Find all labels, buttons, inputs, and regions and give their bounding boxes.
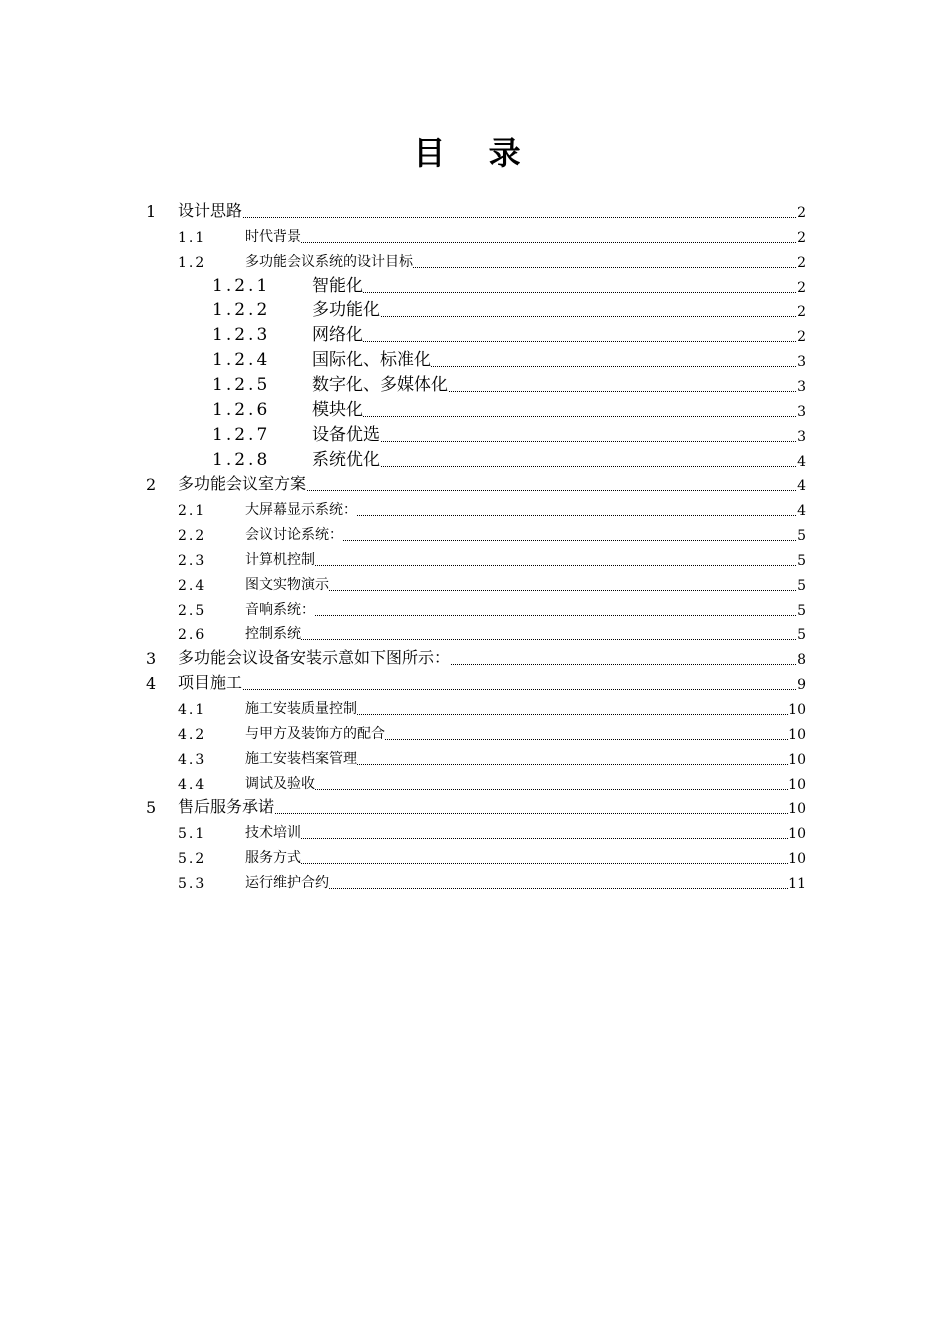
toc-entry-title: 施工安装档案管理: [245, 748, 357, 768]
toc-dot-leader: [312, 292, 806, 293]
toc-entry-number: 2.5: [178, 602, 207, 619]
toc-entry-number: 4.2: [178, 726, 207, 743]
toc-entry-title: 多功能化: [312, 295, 380, 320]
toc-entry-number: 1: [146, 202, 157, 221]
toc-dot-leader: [245, 863, 806, 864]
toc-entry-title: 计算机控制: [245, 549, 315, 569]
toc-entry-title: 调试及验收: [245, 773, 315, 793]
toc-entry[interactable]: [0, 571, 806, 596]
toc-entry-title: 设计思路: [178, 198, 242, 221]
toc-entry-title: 与甲方及装饰方的配合: [245, 723, 385, 743]
toc-entry-title: 数字化、多媒体化: [312, 370, 448, 395]
toc-page-number: 8: [797, 652, 806, 669]
toc-entry[interactable]: [0, 720, 806, 745]
toc-entry-number: 1.2.1: [212, 275, 271, 296]
toc-dot-leader: [245, 888, 806, 889]
toc-dot-leader: [312, 466, 806, 467]
toc-entry-number: 2.2: [178, 528, 207, 545]
toc-entry[interactable]: [0, 819, 806, 844]
toc-entry-title: 施工安装质量控制: [245, 698, 357, 718]
toc-page-number: 9: [797, 677, 806, 694]
toc-page-number: 2: [797, 205, 806, 221]
toc-page-number: 5: [797, 602, 806, 619]
toc-entry[interactable]: [0, 670, 806, 695]
toc-entry[interactable]: [0, 745, 806, 770]
toc-entry-title: 大屏幕显示系统：: [245, 499, 357, 519]
toc-dot-leader: [245, 565, 806, 566]
toc-dot-leader: [245, 242, 806, 243]
toc-dot-leader: [312, 316, 806, 317]
toc-dot-leader: [245, 615, 806, 616]
toc-page-number: 10: [788, 726, 806, 743]
toc-page-number: 4: [797, 453, 806, 470]
toc-entry-number: 1.2.3: [212, 325, 271, 346]
toc-entry-number: 1.2.7: [212, 424, 271, 445]
toc-page-number: 10: [788, 751, 806, 768]
toc-page-number: 10: [788, 851, 806, 868]
toc-entry[interactable]: [0, 447, 806, 472]
toc-dot-leader: [178, 217, 806, 218]
toc-page-number: 2: [797, 279, 806, 296]
toc-entry-number: 2.1: [178, 503, 207, 520]
toc-page-number: 4: [797, 478, 806, 495]
toc-entry[interactable]: [0, 372, 806, 397]
toc-entry-title: 音响系统：: [245, 599, 315, 619]
toc-entry[interactable]: [0, 794, 806, 819]
toc-entry-number: 5.2: [178, 851, 207, 868]
toc-entry-title: 多功能会议系统的设计目标: [245, 251, 413, 271]
toc-entry[interactable]: [0, 297, 806, 322]
toc-entry[interactable]: [0, 273, 806, 298]
toc-page-number: 10: [788, 801, 806, 818]
toc-entry[interactable]: [0, 645, 806, 670]
toc-entry[interactable]: [0, 397, 806, 422]
toc-entry-title: 智能化: [312, 271, 363, 296]
toc-entry-number: 1.2.4: [212, 350, 271, 371]
toc-entry[interactable]: [0, 596, 806, 621]
toc-entry-number: 4: [146, 674, 157, 694]
toc-page-number: 2: [797, 304, 806, 321]
toc-entry-number: 5.3: [178, 875, 207, 892]
toc-entry-number: 4.3: [178, 751, 207, 768]
toc-entry-number: 1.2.2: [212, 300, 271, 321]
toc-page-number: 2: [797, 254, 806, 271]
toc-page-number: 4: [797, 503, 806, 520]
toc-entry-title: 图文实物演示: [245, 574, 329, 594]
toc-page-number: 3: [797, 428, 806, 445]
toc-page-number: 10: [788, 702, 806, 718]
toc-page-number: 2: [797, 329, 806, 346]
toc-entry[interactable]: [0, 322, 806, 347]
toc-entry-title: 会议讨论系统：: [245, 524, 343, 544]
toc-entry[interactable]: [0, 869, 806, 894]
toc-entry-number: 1.1: [178, 229, 207, 246]
toc-entry-title: 服务方式: [245, 847, 301, 867]
toc-entry-number: 2.4: [178, 577, 207, 594]
toc-page-number: 10: [788, 826, 806, 843]
toc-page-number: 5: [797, 528, 806, 545]
toc-entry-number: 2.3: [178, 552, 207, 569]
toc-entry-title: 系统优化: [312, 445, 380, 470]
toc-page-number: 2: [797, 229, 806, 246]
toc-page-number: 3: [797, 354, 806, 371]
toc-entry[interactable]: [0, 198, 806, 223]
toc-page-number: 10: [788, 776, 806, 793]
page-title: 目 录: [413, 134, 537, 172]
toc-entry-title: 时代背景: [245, 226, 301, 246]
toc-entry-number: 4.1: [178, 702, 207, 718]
toc-entry-title: 控制系统: [245, 623, 301, 643]
toc-entry-number: 2: [146, 475, 157, 495]
toc-entry-title: 技术培训: [245, 822, 301, 842]
toc-entry-number: 1.2.5: [212, 374, 271, 395]
toc-dot-leader: [245, 590, 806, 591]
toc-dot-leader: [178, 689, 806, 690]
toc-entry[interactable]: [0, 521, 806, 546]
toc-entry-title: 运行维护合约: [245, 872, 329, 892]
toc-entry[interactable]: [0, 347, 806, 372]
toc-entry[interactable]: [0, 422, 806, 447]
toc-dot-leader: [245, 838, 806, 839]
toc-entry-number: 1.2.8: [212, 449, 271, 470]
toc-entry-number: 2.6: [178, 627, 207, 644]
toc-entry-number: 3: [146, 649, 157, 669]
toc-entry[interactable]: [0, 695, 806, 720]
toc-page-number: 3: [797, 403, 806, 420]
toc-entry[interactable]: [0, 223, 806, 248]
toc-dot-leader: [245, 639, 806, 640]
toc-page-number: 11: [788, 875, 806, 892]
toc-entry[interactable]: [0, 496, 806, 521]
toc-entry-title: 多功能会议室方案: [178, 471, 306, 494]
toc-entry-number: 1.2.6: [212, 399, 271, 420]
toc-page-number: 5: [797, 577, 806, 594]
toc-entry-title: 模块化: [312, 395, 363, 420]
toc-dot-leader: [312, 341, 806, 342]
toc-entry-title: 多功能会议设备安装示意如下图所示：: [178, 645, 450, 668]
toc-dot-leader: [312, 441, 806, 442]
toc-entry-number: 5: [146, 798, 157, 818]
toc-entry-number: 1.2: [178, 254, 207, 271]
toc-entry-title: 项目施工: [178, 670, 242, 693]
toc-entry[interactable]: [0, 770, 806, 795]
toc-entry[interactable]: [0, 471, 806, 496]
toc-dot-leader: [245, 789, 806, 790]
toc-entry-title: 网络化: [312, 320, 363, 345]
toc-dot-leader: [312, 416, 806, 417]
toc-entry-number: 4.4: [178, 776, 207, 793]
toc-entry[interactable]: [0, 546, 806, 571]
toc-entry[interactable]: [0, 620, 806, 645]
toc-entry[interactable]: [0, 844, 806, 869]
toc-page-number: 5: [797, 552, 806, 569]
toc-page-number: 3: [797, 378, 806, 395]
toc-page-number: 5: [797, 627, 806, 644]
toc-entry-number: 5.1: [178, 826, 207, 843]
toc-entry-title: 设备优选: [312, 420, 380, 445]
toc-entry[interactable]: [0, 248, 806, 273]
toc-entry-title: 售后服务承诺: [178, 794, 274, 817]
toc-entry-title: 国际化、标准化: [312, 345, 431, 370]
